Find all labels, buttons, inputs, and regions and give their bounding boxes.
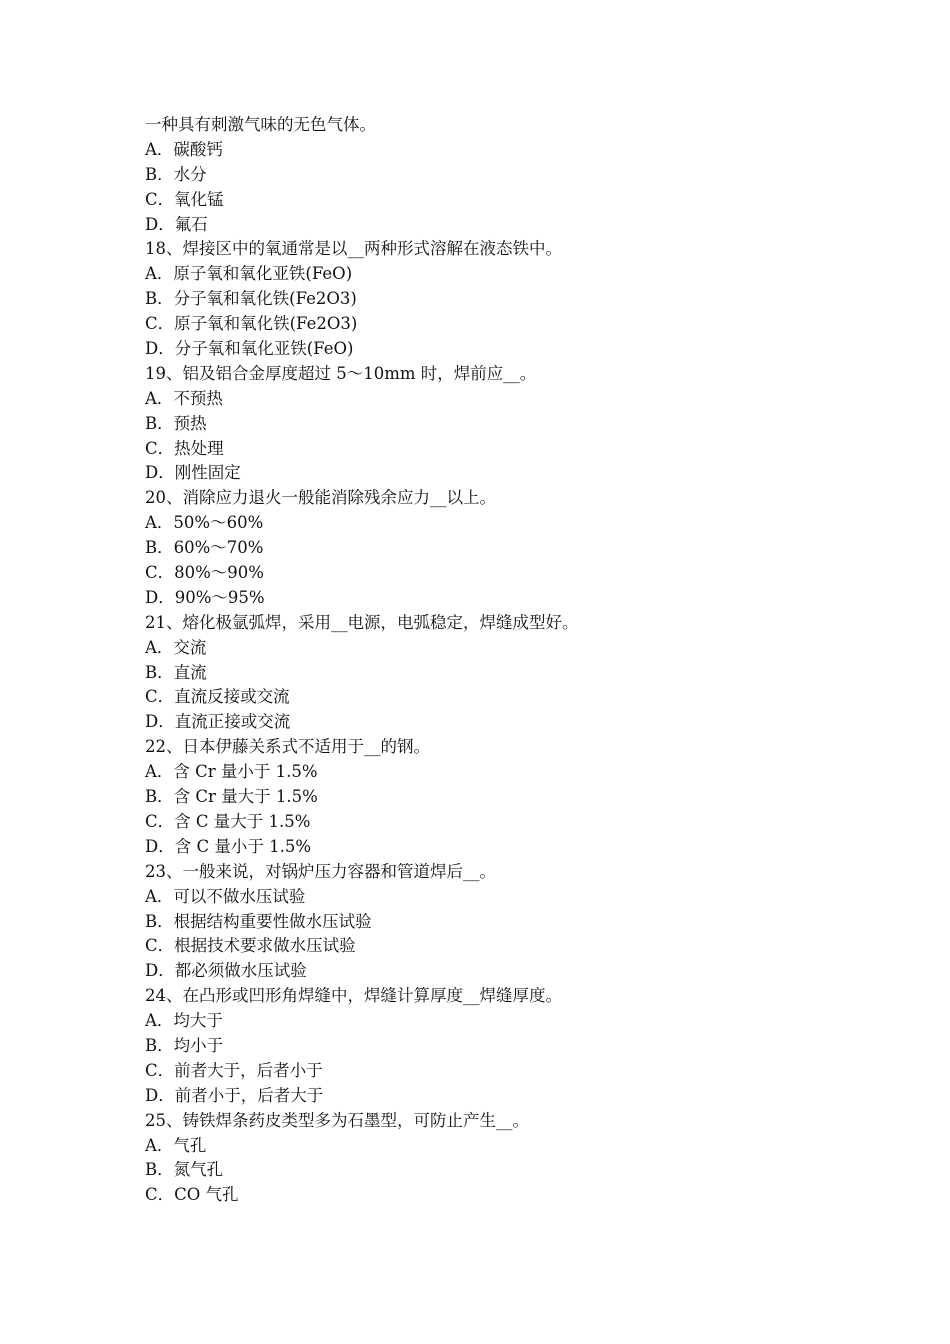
option-line: B．直流 bbox=[145, 662, 207, 682]
option-line: D．氟石 bbox=[145, 214, 208, 234]
option-line: D．刚性固定 bbox=[145, 463, 241, 483]
option-line: A．均大于 bbox=[145, 1011, 223, 1031]
text-line: 一种具有刺激气味的无色气体。 bbox=[145, 115, 376, 134]
option-line: D．含 C 量小于 1.5% bbox=[145, 836, 312, 856]
option-line: A．原子氧和氧化亚铁(FeO) bbox=[145, 264, 353, 284]
option-line: D．前者小于，后者大于 bbox=[145, 1085, 324, 1105]
question-line: 20、消除应力退火一般能消除残余应力__以上。 bbox=[145, 488, 496, 508]
option-line: D．分子氧和氧化亚铁(FeO) bbox=[145, 339, 354, 359]
option-line: A．气孔 bbox=[145, 1135, 207, 1155]
option-line: A．含 Cr 量小于 1.5% bbox=[145, 762, 318, 782]
option-line: C．前者大于，后者小于 bbox=[145, 1060, 323, 1080]
option-line: C．直流反接或交流 bbox=[145, 687, 290, 707]
option-line: C．热处理 bbox=[145, 438, 224, 458]
option-line: A．50%～60% bbox=[145, 513, 264, 533]
option-line: B．根据结构重要性做水压试验 bbox=[145, 911, 372, 931]
option-line: D．直流正接或交流 bbox=[145, 712, 291, 732]
question-line: 24、在凸形或凹形角焊缝中，焊缝计算厚度__焊缝厚度。 bbox=[145, 986, 562, 1006]
question-line: 21、熔化极氩弧焊，采用__电源，电弧稳定，焊缝成型好。 bbox=[145, 612, 579, 632]
question-line: 22、日本伊藤关系式不适用于__的钢。 bbox=[145, 737, 430, 757]
option-line: A．不预热 bbox=[145, 388, 223, 408]
option-line: C．含 C 量大于 1.5% bbox=[145, 811, 311, 831]
option-line: D．都必须做水压试验 bbox=[145, 961, 307, 981]
option-line: B．均小于 bbox=[145, 1035, 224, 1055]
option-line: B．分子氧和氧化铁(Fe2O3) bbox=[145, 289, 357, 309]
option-line: B．水分 bbox=[145, 164, 207, 184]
option-line: C．根据技术要求做水压试验 bbox=[145, 936, 356, 956]
option-line: C．原子氧和氧化铁(Fe2O3) bbox=[145, 314, 358, 334]
option-line: B．预热 bbox=[145, 413, 207, 433]
question-line: 23、一般来说，对锅炉压力容器和管道焊后__。 bbox=[145, 861, 496, 881]
option-line: C．氧化锰 bbox=[145, 189, 224, 209]
option-line: B．氮气孔 bbox=[145, 1160, 224, 1180]
option-line: A．交流 bbox=[145, 637, 207, 657]
question-line: 25、铸铁焊条药皮类型多为石墨型，可防止产生__。 bbox=[145, 1110, 529, 1130]
question-line: 19、铝及铝合金厚度超过 5～10mm 时，焊前应__。 bbox=[145, 363, 537, 383]
option-line: A．碳酸钙 bbox=[145, 139, 223, 159]
question-list bbox=[145, 113, 865, 1208]
question-line: 18、焊接区中的氧通常是以__两种形式溶解在液态铁中。 bbox=[145, 239, 562, 259]
option-line: B．60%～70% bbox=[145, 538, 264, 558]
option-line: C．80%～90% bbox=[145, 563, 264, 583]
option-line: B．含 Cr 量大于 1.5% bbox=[145, 787, 318, 807]
option-line: A．可以不做水压试验 bbox=[145, 886, 306, 906]
option-line: D．90%～95% bbox=[145, 587, 265, 607]
option-line: C．CO 气孔 bbox=[145, 1185, 239, 1205]
